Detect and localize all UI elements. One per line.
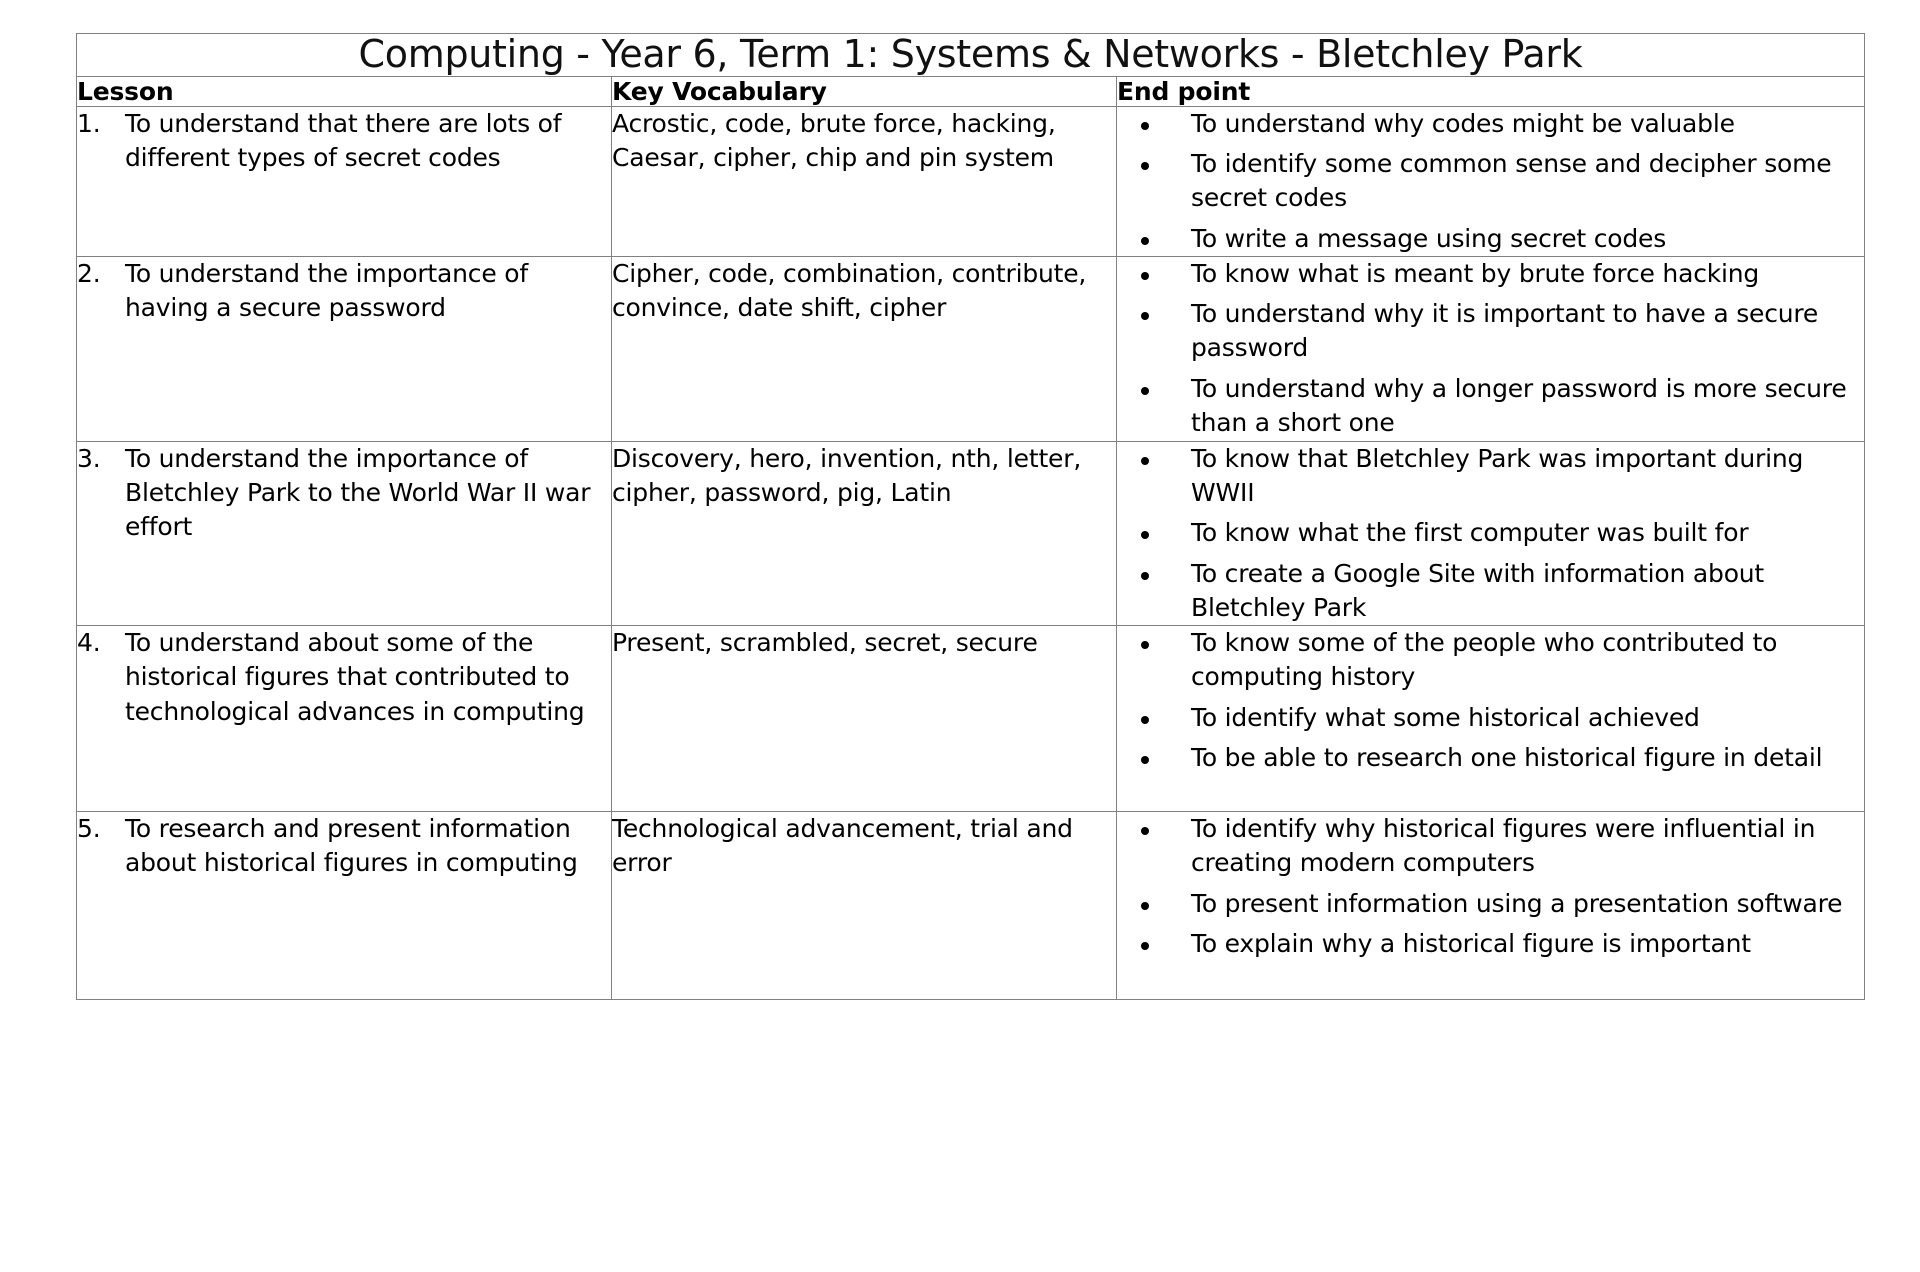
bullet-icon bbox=[1141, 162, 1149, 170]
lesson-number: 4. bbox=[77, 628, 101, 658]
endpoint-text: To be able to research one historical figure in detail bbox=[1191, 742, 1823, 772]
vocabulary-cell bbox=[612, 812, 1117, 1000]
endpoint-text: To write a message using secret codes bbox=[1191, 223, 1667, 253]
lesson-objective: To understand that there are lots of different types of secret codes bbox=[125, 108, 562, 173]
endpoint-cell bbox=[1117, 626, 1865, 812]
list-item bbox=[1117, 557, 1864, 626]
list-item bbox=[1117, 372, 1864, 441]
endpoint-text: To create a Google Site with information about Bletchley Park bbox=[1191, 558, 1765, 622]
endpoint-text: To know some of the people who contributed to computing history bbox=[1191, 628, 1778, 692]
endpoint-text: To know what the first computer was built for bbox=[1191, 518, 1749, 548]
endpoint-list bbox=[1117, 626, 1864, 775]
endpoint-text: To identify some common sense and decipher some secret codes bbox=[1191, 149, 1832, 213]
lesson-objective: To understand the importance of Bletchley Park to the World War II war effort bbox=[125, 443, 591, 542]
lesson-objective: To understand the importance of having a secure password bbox=[125, 258, 528, 323]
endpoint-text: To understand why codes might be valuable bbox=[1191, 108, 1735, 138]
list-item bbox=[1117, 812, 1864, 881]
column-header-vocabulary bbox=[612, 76, 1117, 106]
list-item bbox=[1117, 516, 1864, 550]
curriculum-table bbox=[76, 33, 1865, 1000]
title-banner bbox=[77, 34, 1865, 77]
bullet-icon bbox=[1141, 756, 1149, 764]
column-header-lesson-label: Lesson bbox=[77, 76, 174, 106]
bullet-icon bbox=[1141, 387, 1149, 395]
list-item bbox=[1117, 107, 1864, 141]
endpoint-text: To identify what some historical achieved bbox=[1191, 702, 1700, 732]
vocabulary-text: Cipher, code, combination, contribute, convince, date shift, cipher bbox=[612, 258, 1087, 323]
endpoint-text: To know that Bletchley Park was important during WWII bbox=[1191, 443, 1804, 508]
lesson-objective: To research and present information about historical figures in computing bbox=[125, 814, 578, 878]
table-row bbox=[77, 626, 1865, 812]
vocabulary-text: Technological advancement, trial and error bbox=[612, 814, 1073, 878]
column-header-endpoint-label: End point bbox=[1117, 76, 1251, 106]
lesson-cell bbox=[77, 441, 612, 625]
endpoint-text: To explain why a historical figure is important bbox=[1191, 928, 1751, 958]
bullet-icon bbox=[1141, 457, 1149, 465]
endpoint-cell bbox=[1117, 441, 1865, 625]
column-header-endpoint bbox=[1117, 76, 1865, 106]
endpoint-list bbox=[1117, 257, 1864, 440]
bullet-icon bbox=[1141, 572, 1149, 580]
bullet-icon bbox=[1141, 716, 1149, 724]
column-header-vocabulary-label: Key Vocabulary bbox=[612, 76, 827, 106]
endpoint-text: To understand why a longer password is more secure than a short one bbox=[1191, 373, 1847, 437]
vocabulary-text: Acrostic, code, brute force, hacking, Caesar, cipher, chip and pin system bbox=[612, 108, 1056, 173]
vocabulary-text: Present, scrambled, secret, secure bbox=[612, 628, 1038, 658]
column-header-lesson bbox=[77, 76, 612, 106]
vocabulary-cell bbox=[612, 626, 1117, 812]
list-item bbox=[1117, 701, 1864, 735]
lesson-number: 3. bbox=[77, 443, 101, 473]
vocabulary-cell bbox=[612, 256, 1117, 441]
bullet-icon bbox=[1141, 641, 1149, 649]
bullet-icon bbox=[1141, 122, 1149, 130]
list-item bbox=[1117, 887, 1864, 921]
list-item bbox=[1117, 297, 1864, 366]
table-row bbox=[77, 106, 1865, 256]
list-item bbox=[1117, 927, 1864, 961]
list-item bbox=[1117, 626, 1864, 695]
lesson-cell bbox=[77, 626, 612, 812]
lesson-cell bbox=[77, 256, 612, 441]
title-row bbox=[77, 34, 1865, 77]
lesson-cell bbox=[77, 106, 612, 256]
list-item bbox=[1117, 741, 1864, 775]
endpoint-list bbox=[1117, 442, 1864, 625]
endpoint-cell bbox=[1117, 106, 1865, 256]
bullet-icon bbox=[1141, 531, 1149, 539]
table-row bbox=[77, 441, 1865, 625]
table-row bbox=[77, 812, 1865, 1000]
endpoint-text: To present information using a presentation software bbox=[1191, 888, 1843, 918]
endpoint-text: To understand why it is important to have a secure password bbox=[1191, 299, 1819, 363]
vocabulary-cell bbox=[612, 441, 1117, 625]
endpoint-text: To know what is meant by brute force hacking bbox=[1191, 258, 1760, 288]
bullet-icon bbox=[1141, 827, 1149, 835]
lesson-number: 2. bbox=[77, 258, 101, 288]
bullet-icon bbox=[1141, 942, 1149, 950]
page-title: Computing - Year 6, Term 1: Systems & Networks - Bletchley Park bbox=[358, 32, 1583, 76]
column-header-row bbox=[77, 76, 1865, 106]
endpoint-text: To identify why historical figures were influential in creating modern computers bbox=[1191, 814, 1816, 878]
list-item bbox=[1117, 257, 1864, 291]
lesson-number: 1. bbox=[77, 108, 101, 138]
list-item bbox=[1117, 222, 1864, 256]
list-item bbox=[1117, 147, 1864, 216]
lesson-objective: To understand about some of the historical figures that contributed to technological advances in computing bbox=[125, 628, 585, 726]
bullet-icon bbox=[1141, 237, 1149, 245]
endpoint-list bbox=[1117, 107, 1864, 256]
bullet-icon bbox=[1141, 312, 1149, 320]
table-row bbox=[77, 256, 1865, 441]
lesson-cell bbox=[77, 812, 612, 1000]
endpoint-cell bbox=[1117, 812, 1865, 1000]
lesson-number: 5. bbox=[77, 814, 101, 844]
endpoint-list bbox=[1117, 812, 1864, 961]
vocabulary-cell bbox=[612, 106, 1117, 256]
list-item bbox=[1117, 442, 1864, 511]
vocabulary-text: Discovery, hero, invention, nth, letter, cipher, password, pig, Latin bbox=[612, 443, 1082, 508]
bullet-icon bbox=[1141, 272, 1149, 280]
endpoint-cell bbox=[1117, 256, 1865, 441]
bullet-icon bbox=[1141, 902, 1149, 910]
